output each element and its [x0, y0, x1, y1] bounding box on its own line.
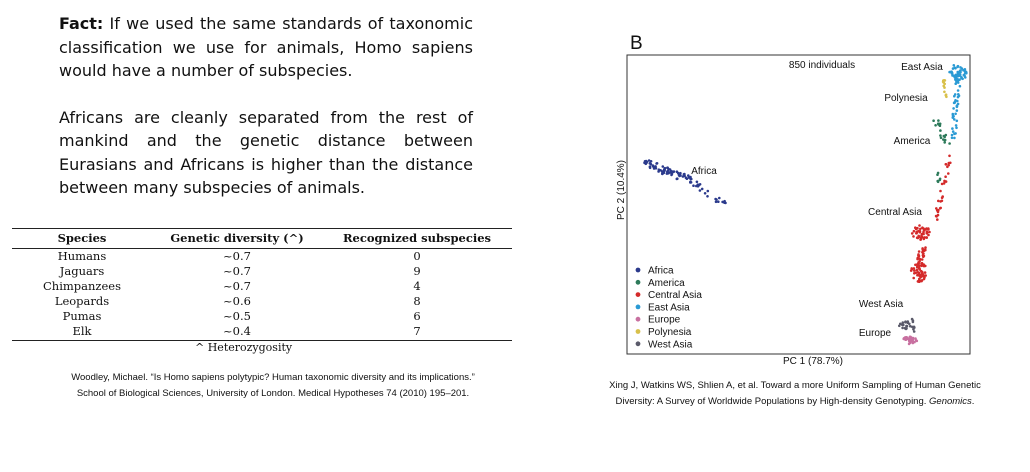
legend-label: America	[648, 277, 685, 289]
scatter-point	[670, 174, 673, 177]
scatter-point	[937, 119, 940, 122]
diversity-cell: ~0.6	[223, 294, 251, 308]
scatter-point	[959, 66, 962, 69]
citation-woodley	[18, 370, 528, 402]
scatter-point	[922, 233, 925, 236]
scatter-point	[913, 330, 916, 333]
scatter-point	[670, 170, 673, 173]
species-cell: Elk	[12, 324, 152, 341]
legend-marker	[636, 292, 641, 297]
scatter-point	[717, 200, 720, 203]
scatter-point	[961, 78, 964, 81]
scatter-point	[941, 197, 944, 200]
scatter-point	[954, 132, 957, 135]
scatter-point	[954, 93, 957, 96]
scatter-point	[953, 64, 956, 67]
legend-label: Africa	[648, 265, 674, 277]
header-recognized-subspecies: Recognized subspecies	[322, 229, 512, 249]
species-diversity-table	[12, 228, 512, 341]
scatter-point	[957, 81, 960, 84]
scatter-point	[947, 172, 950, 175]
cluster-label-europe: Europe	[858, 328, 892, 339]
scatter-point	[649, 162, 652, 165]
citation-xing-journal: Genomics	[929, 396, 972, 407]
scatter-point	[913, 269, 916, 272]
scatter-point	[912, 328, 915, 331]
scatter-point	[951, 72, 954, 75]
scatter-point	[918, 250, 921, 253]
scatter-point	[939, 129, 942, 132]
scatter-point	[909, 336, 912, 339]
species-cell: Pumas	[62, 309, 102, 323]
scatter-point	[955, 124, 958, 127]
legend-label: Central Asia	[648, 290, 702, 302]
scatter-point	[695, 185, 698, 188]
scatter-point	[918, 224, 921, 227]
table-row	[12, 324, 512, 341]
scatter-point	[911, 232, 914, 235]
scatter-point	[943, 83, 946, 86]
header-species: Species	[12, 229, 152, 249]
scatter-point	[939, 190, 942, 193]
cluster-label-east-asia: East Asia	[901, 62, 943, 73]
scatter-point	[942, 81, 945, 84]
scatter-point	[925, 236, 928, 239]
legend-label: East Asia	[648, 302, 690, 314]
scatter-point	[917, 237, 920, 240]
scatter-point	[951, 134, 954, 137]
scatter-point	[917, 230, 920, 233]
scatter-point	[957, 96, 960, 99]
scatter-point	[941, 200, 944, 203]
scatter-point	[959, 70, 962, 73]
scatter-point	[698, 184, 701, 187]
diversity-cell: ~0.4	[152, 324, 322, 341]
legend-marker	[636, 317, 641, 322]
scatter-point	[912, 235, 915, 238]
scatter-point	[645, 161, 648, 164]
citation-xing-period: .	[971, 396, 975, 407]
scatter-point	[905, 325, 908, 328]
scatter-point	[666, 166, 669, 169]
scatter-point	[679, 172, 682, 175]
scatter-point	[943, 86, 946, 89]
species-cell: Jaguars	[59, 264, 105, 278]
citation-woodley-line1: Woodley, Michael. “Is Homo sapiens polytypic? Human taxonomic diversity and its implications.”	[71, 372, 475, 383]
scatter-point	[718, 197, 721, 200]
scatter-point	[714, 198, 717, 201]
scatter-point	[685, 176, 688, 179]
scatter-point	[954, 113, 957, 116]
scatter-point	[901, 327, 904, 330]
scatter-point	[918, 267, 921, 270]
scatter-point	[924, 246, 927, 249]
scatter-point	[920, 236, 923, 239]
legend-label: Polynesia	[648, 327, 692, 338]
scatter-point	[939, 207, 942, 210]
scatter-point	[937, 172, 940, 175]
subspecies-cell: 9	[413, 264, 421, 278]
subspecies-cell: 0	[413, 249, 421, 263]
scatter-point	[715, 201, 718, 204]
table-header-row	[12, 229, 512, 249]
species-cell: Humans	[57, 249, 107, 263]
scatter-point	[689, 178, 692, 181]
scatter-point	[706, 195, 709, 198]
scatter-point	[953, 118, 956, 121]
legend-marker	[636, 329, 641, 334]
table-footnote: ^ Heterozygosity	[195, 341, 293, 354]
scatter-point	[907, 320, 910, 323]
scatter-point	[936, 209, 939, 212]
scatter-point	[943, 139, 946, 142]
fact-text-block	[59, 12, 473, 200]
subspecies-cell: 8	[413, 294, 421, 308]
citation-xing-line2	[560, 394, 1030, 410]
scatter-point	[957, 103, 960, 106]
scatter-point	[652, 164, 655, 167]
species-cell: Leopards	[54, 294, 110, 308]
sample-count-annotation: 850 individuals	[788, 60, 856, 71]
scatter-point	[914, 337, 917, 340]
scatter-point	[952, 107, 955, 110]
scatter-point	[922, 256, 925, 259]
scatter-point	[914, 226, 917, 229]
scatter-point	[947, 164, 950, 167]
scatter-point	[956, 71, 959, 74]
scatter-point	[696, 181, 699, 184]
scatter-point	[648, 159, 651, 162]
table-row	[12, 264, 512, 279]
scatter-point	[937, 214, 940, 217]
subspecies-cell: 7	[322, 324, 512, 341]
scatter-point	[704, 192, 707, 195]
scatter-point	[689, 181, 692, 184]
scatter-point	[923, 250, 926, 253]
scatter-point	[963, 70, 966, 73]
scatter-point	[902, 321, 905, 324]
scatter-point	[908, 343, 911, 346]
scatter-point	[957, 89, 960, 92]
scatter-point	[661, 172, 664, 175]
scatter-point	[921, 226, 924, 229]
scatter-point	[939, 134, 942, 137]
pca-scatter-plot	[600, 40, 980, 370]
scatter-point	[956, 66, 959, 69]
scatter-point	[948, 71, 951, 74]
scatter-point	[911, 318, 914, 321]
scatter-point	[943, 91, 946, 94]
scatter-point	[943, 182, 946, 185]
fact-paragraph-2: Africans are cleanly separated from the rest of mankind and the genetic distance between Eurasians and Africans is higher than the distance between many subspecies of animals.	[59, 107, 473, 197]
legend-marker	[636, 305, 641, 310]
subspecies-cell: 6	[413, 309, 421, 323]
scatter-point	[916, 263, 919, 266]
scatter-point	[936, 218, 939, 221]
scatter-point	[917, 254, 920, 257]
table-row	[12, 294, 512, 309]
scatter-point	[655, 167, 658, 170]
scatter-point	[909, 339, 912, 342]
scatter-point	[656, 162, 659, 165]
legend-label: West Asia	[648, 339, 693, 351]
scatter-point	[956, 106, 959, 109]
scatter-point	[905, 327, 908, 330]
scatter-point	[905, 338, 908, 341]
scatter-point	[922, 252, 925, 255]
citation-xing-line1: Xing J, Watkins WS, Shlien A, et al. Toward a more Uniform Sampling of Human Genetic	[609, 380, 981, 391]
scatter-point	[959, 85, 962, 88]
scatter-point	[913, 326, 916, 329]
scatter-point	[951, 137, 954, 140]
cluster-label-america: America	[893, 136, 931, 147]
scatter-point	[904, 321, 907, 324]
diversity-cell: ~0.5	[223, 309, 251, 323]
scatter-point	[662, 170, 665, 173]
legend-marker	[636, 280, 641, 285]
header-genetic-diversity: Genetic diversity (^)	[152, 229, 322, 249]
scatter-point	[953, 137, 956, 140]
scatter-point	[910, 267, 913, 270]
scatter-point	[945, 163, 948, 166]
scatter-point	[940, 137, 943, 140]
scatter-point	[921, 247, 924, 250]
scatter-point	[959, 74, 962, 77]
scatter-point	[956, 109, 959, 112]
y-axis-label: PC 2 (10.4%)	[616, 159, 627, 221]
scatter-point	[955, 74, 958, 77]
scatter-point	[952, 114, 955, 117]
scatter-point	[659, 169, 662, 172]
legend-marker	[636, 341, 641, 346]
scatter-point	[921, 264, 924, 267]
scatter-point	[723, 201, 726, 204]
citation-xing-text: Diversity: A Survey of Worldwide Populations by High-density Genotyping.	[615, 396, 927, 407]
scatter-point	[924, 271, 927, 274]
scatter-point	[944, 175, 947, 178]
scatter-point	[945, 134, 948, 137]
table-row	[12, 309, 512, 324]
scatter-point	[682, 175, 685, 178]
scatter-point	[948, 155, 951, 158]
scatter-point	[956, 120, 959, 123]
scatter-point	[677, 172, 680, 175]
scatter-point	[928, 231, 931, 234]
scatter-point	[919, 238, 922, 241]
scatter-point	[699, 189, 702, 192]
scatter-point	[649, 167, 652, 170]
scatter-point	[951, 74, 954, 77]
scatter-point	[908, 323, 911, 326]
scatter-point	[927, 228, 930, 231]
scatter-point	[926, 232, 929, 235]
scatter-point	[937, 200, 940, 203]
cluster-label-polynesia: Polynesia	[884, 93, 928, 104]
scatter-point	[956, 100, 959, 103]
scatter-point	[683, 173, 686, 176]
subspecies-cell: 4	[413, 279, 421, 293]
scatter-point	[662, 165, 665, 168]
scatter-point	[912, 321, 915, 324]
scatter-point	[918, 257, 921, 260]
scatter-point	[902, 324, 905, 327]
diversity-cell: ~0.7	[223, 279, 251, 293]
scatter-point	[951, 127, 954, 130]
scatter-point	[921, 279, 924, 282]
scatter-point	[945, 93, 948, 96]
scatter-point	[910, 269, 913, 272]
scatter-point	[912, 277, 915, 280]
scatter-point	[955, 79, 958, 82]
scatter-point	[954, 101, 957, 104]
scatter-point	[917, 280, 920, 283]
scatter-point	[921, 272, 924, 275]
scatter-point	[899, 323, 902, 326]
scatter-point	[687, 174, 690, 177]
fact-label: Fact:	[59, 14, 104, 33]
fact-paragraph-1	[59, 12, 473, 83]
citation-woodley-line2: School of Biological Sciences, University of London. Medical Hypotheses 74 (2010) 195–201.	[76, 388, 470, 399]
cluster-label-west-asia: West Asia	[858, 299, 904, 310]
scatter-point	[676, 177, 679, 180]
scatter-point	[672, 171, 675, 174]
scatter-point	[919, 276, 922, 279]
scatter-point	[912, 337, 915, 340]
scatter-point	[963, 75, 966, 78]
diversity-cell: ~0.7	[223, 249, 251, 263]
scatter-point	[936, 180, 939, 183]
species-cell: Chimpanzees	[43, 279, 121, 293]
scatter-point	[692, 184, 695, 187]
scatter-point	[938, 123, 941, 126]
scatter-point	[952, 130, 955, 133]
cluster-label-central-asia: Central Asia	[868, 207, 922, 218]
panel-label: B	[630, 33, 643, 54]
scatter-point	[707, 190, 710, 193]
table-row	[12, 249, 512, 265]
legend-label: Europe	[648, 314, 681, 326]
scatter-point	[679, 174, 682, 177]
scatter-point	[932, 119, 935, 122]
diversity-cell: ~0.7	[223, 264, 251, 278]
scatter-point	[701, 188, 704, 191]
citation-xing	[560, 378, 1030, 410]
cluster-label-africa: Africa	[691, 166, 717, 177]
x-axis-label: PC 1 (78.7%)	[782, 356, 844, 367]
scatter-point	[923, 238, 926, 241]
scatter-point	[921, 258, 924, 261]
scatter-point	[916, 340, 919, 343]
scatter-point	[955, 127, 958, 130]
fact-statement: If we used the same standards of taxonomic classification we use for animals, Homo sapiens would have a number of subspecies.	[59, 14, 473, 80]
scatter-point	[913, 230, 916, 233]
scatter-point	[666, 171, 669, 174]
legend-marker	[636, 268, 641, 273]
table-row	[12, 279, 512, 294]
scatter-point	[948, 142, 951, 145]
scatter-point	[934, 124, 937, 127]
